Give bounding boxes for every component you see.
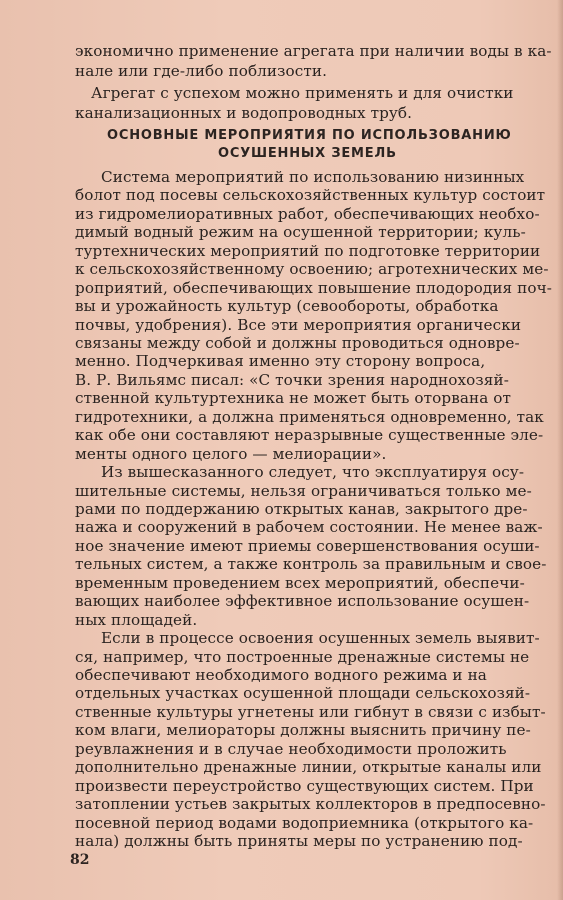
text-line: посевной период водами водоприемника (открытого ка-: [75, 814, 534, 832]
text-line: роприятий, обеспечивающих повышение плодородия поч-: [75, 279, 553, 297]
text-line: временным проведением всех мероприятий, обеспечи-: [75, 574, 525, 592]
text-line: шительные системы, нельзя ограничиваться только ме-: [75, 482, 532, 500]
text-line: ное значение имеют приемы совершенствования осуши-: [75, 537, 540, 555]
text-line: нале или где-либо поблизости.: [75, 62, 328, 80]
section-heading: ОСНОВНЫЕ МЕРОПРИЯТИЯ ПО ИСПОЛЬЗОВАНИЮ: [107, 128, 512, 143]
text-line: почвы, удобрения). Все эти мероприятия органически: [75, 316, 522, 334]
text-line: из гидромелиоративных работ, обеспечивающих необхо-: [75, 205, 540, 223]
text-line: отдельных участках осушенной площади сельскохозяй-: [75, 684, 531, 702]
text-line: туртехнических мероприятий по подготовке территории: [75, 242, 541, 260]
text-line: болот под посевы сельскохозяйственных культур состоит: [75, 186, 546, 204]
text-line: димый водный режим на осушенной территории; куль-: [75, 223, 526, 241]
text-line: ся, например, что построенные дренажные системы не: [75, 648, 530, 666]
text-line: Если в процессе освоения осушенных земель выявит-: [101, 629, 540, 647]
text-line: вающих наиболее эффективное использование осушен-: [75, 592, 530, 610]
text-line: к сельскохозяйственному освоению; агротехнических ме-: [75, 260, 549, 278]
text-line: ственные культуры угнетены или гибнут в связи с избыт-: [75, 703, 546, 721]
text-line: вы и урожайность культур (севообороты, обработка: [75, 297, 499, 315]
text-line: затоплении устьев закрытых коллекторов в предпосевно-: [75, 795, 546, 813]
text-line: обеспечивают необходимого водного режима и на: [75, 666, 487, 684]
text-line: экономично применение агрегата при наличии воды в ка-: [75, 42, 552, 60]
text-line: Система мероприятий по использованию низинных: [101, 168, 525, 186]
text-line: В. Р. Вильямс писал: «С точки зрения народнохозяй-: [75, 371, 509, 389]
text-line: рами по поддержанию открытых канав, закрытого дре-: [75, 500, 528, 518]
text-line: реувлажнения и в случае необходимости проложить: [75, 740, 507, 758]
text-line: ком влаги, мелиораторы должны выяснить причину пе-: [75, 721, 531, 739]
text-line: тельных систем, а также контроль за правильным и свое-: [75, 555, 547, 573]
page-number: 82: [70, 852, 90, 868]
text-line: ственной культуртехника не может быть оторвана от: [75, 389, 512, 407]
page-edge-shadow: [557, 0, 563, 900]
section-heading: ОСУШЕННЫХ ЗЕМЕЛЬ: [218, 146, 397, 161]
text-line: канализационных и водопроводных труб.: [75, 104, 413, 122]
text-line: менты одного целого — мелиорации».: [75, 445, 387, 463]
text-line: связаны между собой и должны проводиться одновре-: [75, 334, 520, 352]
text-line: Агрегат с успехом можно применять и для очистки: [91, 84, 514, 102]
text-line: гидротехники, а должна применяться одновременно, так: [75, 408, 544, 426]
text-line: нажа и сооружений в рабочем состоянии. Не менее важ-: [75, 518, 543, 536]
text-line: ных площадей.: [75, 611, 198, 629]
text-line: дополнительно дренажные линии, открытые каналы или: [75, 758, 542, 776]
text-line: нала) должны быть приняты меры по устранению под-: [75, 832, 523, 850]
text-line: произвести переустройство существующих систем. При: [75, 777, 534, 795]
text-line: как обе они составляют неразрывные существенные эле-: [75, 426, 544, 444]
text-line: менно. Подчеркивая именно эту сторону вопроса,: [75, 352, 486, 370]
text-line: Из вышесказанного следует, что эксплуатируя осу-: [101, 463, 525, 481]
